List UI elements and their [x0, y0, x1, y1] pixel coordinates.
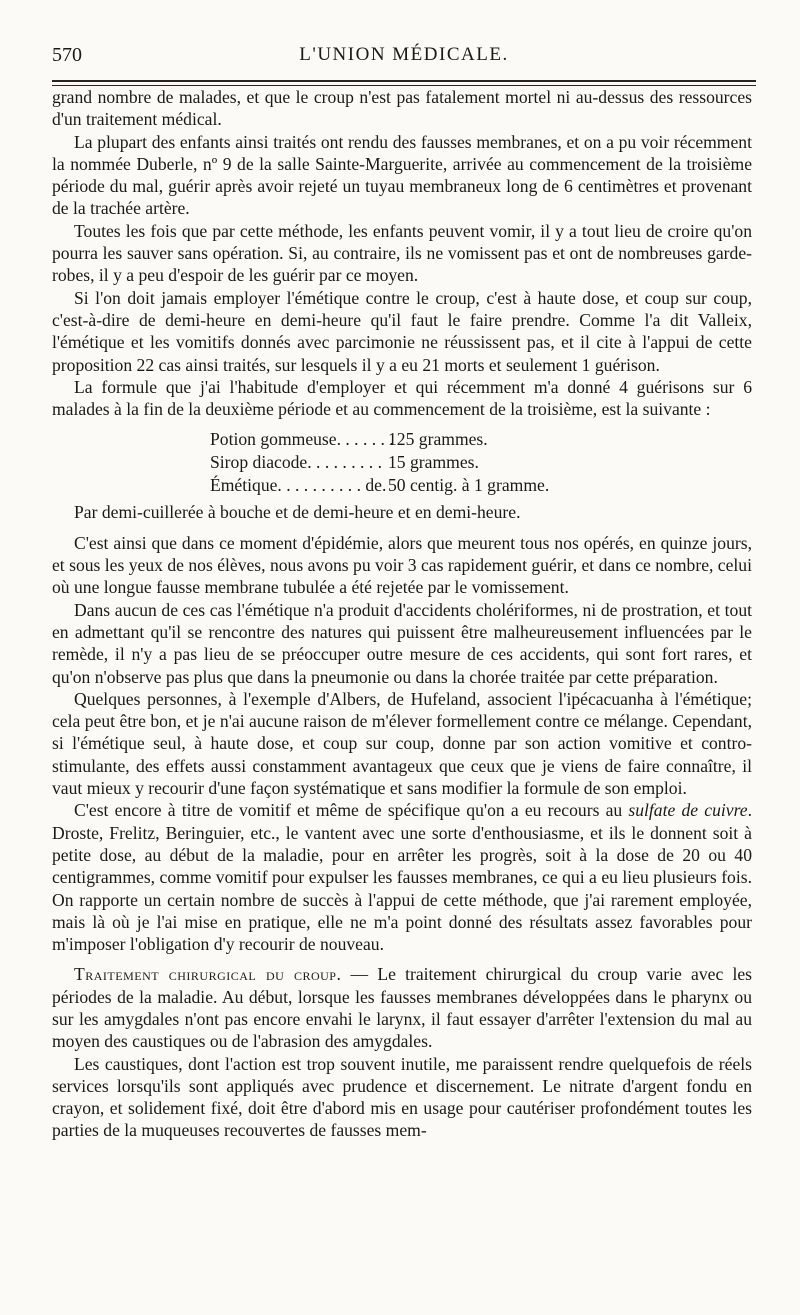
paragraph — [52, 963, 752, 1052]
paragraph-text: . Droste, Frelitz, Beringuier, etc., le vantent avec une sorte d'enthousiasme, et ils le donnent soit à petite dose, au début de la maladie, pour en arrêter les progrès, soit à la dose de 20 ou 40 centigrammes, comme vomitif pour expulser les fausses membranes, ce qui a eu lieu plusieurs fois. On rapporte un certain nombre de succès à l'appui de cette méthode, que j'ai rarement employée, mais là où je l'ai mise en pratique, elle ne m'a point donné des résultats assez favorables pour m'imposer l'obligation d'y recourir de nouveau. — [52, 800, 752, 955]
paragraph: Quelques personnes, à l'exemple d'Albers, de Hufeland, associent l'ipécacuanha à l'émétique; cela peut être bon, et je n'ai aucune raison de m'élever formellement contre ce mélange. Cependant, si l'émétique seul, à haute dose, et coup sur coup, donne par son action vomitive et contro-stimulante, des effets aussi constamment avantageux que ceux que je viens de faire connaître, il vaut mieux y recourir d'une façon systématique et sans modifier la formule de son emploi. — [52, 688, 752, 799]
italic-term: sulfate de cuivre — [628, 800, 748, 821]
formula-ingredient: Émétique. . . . . . . . . . de. — [210, 475, 387, 496]
paragraph: Par demi-cuillerée à bouche et de demi-heure et en demi-heure. — [74, 502, 521, 523]
paragraph: Si l'on doit jamais employer l'émétique contre le croup, c'est à haute dose, et coup sur coup, c'est-à-dire de demi-heure en demi-heure qu'il faut le faire prendre. Comme l'a dit Valleix, l'émétique et les vomitifs donnés avec parcimonie ne réussissent pas, et il cite à l'appui de cette proposition 22 cas ainsi traités, sur lesquels il y a eu 21 morts et seulement 1 guérison. — [52, 287, 752, 375]
section-heading: Traitement chirurgical du croup. — [74, 964, 342, 985]
formula-dose: 125 grammes. — [388, 429, 488, 450]
formula-dose: 50 centig. à 1 gramme. — [388, 475, 550, 496]
paragraph: C'est ainsi que dans ce moment d'épidémie, alors que meurent tous nos opérés, en quinze jours, et sous les yeux de nos élèves, nous avons pu voir 3 cas rapidement guérir, et dans ce nombre, celui où une longue fausse membrane tubulée a été rejetée par le vomissement. — [52, 532, 752, 598]
paragraph: Toutes les fois que par cette méthode, les enfants peuvent vomir, il y a tout lieu de croire qu'on pourra les sauver sans opération. Si, au contraire, ils ne vomissent pas et ont de nombreuses garde-robes, il y a peu d'espoir de les guérir par ce moyen. — [52, 220, 752, 286]
paragraph: grand nombre de malades, et que le croup n'est pas fatalement mortel ni au-dessus des ressources d'un traitement médical. — [52, 87, 752, 130]
paragraph-text: C'est encore à titre de vomitif et même de spécifique qu'on a eu recours au — [74, 800, 629, 821]
running-title: L'UNION MÉDICALE. — [299, 44, 509, 65]
paragraph — [52, 799, 752, 955]
formula-row — [210, 474, 752, 497]
article-body — [52, 86, 752, 1142]
spacer — [52, 524, 752, 532]
formula-ingredient: Sirop diacode. . . . . . . . . — [210, 452, 383, 473]
spacer — [52, 955, 752, 963]
formula-ingredient: Potion gommeuse. . . . . . . — [210, 429, 394, 450]
prescription-formula — [210, 428, 752, 497]
paragraph: Dans aucun de ces cas l'émétique n'a produit d'accidents cholériformes, ni de prostration, et tout en admettant qu'il se rencontre des natures qui puissent être malheureusement influencées par le remède, il n'y a pas lieu de se préoccuper outre mesure de ces accidents, qui sont fort rares, et qu'on n'observe pas plus que dans la pneumonie ou dans la chorée traitée par cette préparation. — [52, 599, 752, 687]
paragraph: La formule que j'ai l'habitude d'employer et qui récemment m'a donné 4 guérisons sur 6 malades à la fin de la deuxième période et au commencement de la troisième, est la suivante : — [52, 376, 752, 420]
formula-dose: 15 grammes. — [388, 452, 479, 473]
page-header — [52, 44, 756, 74]
paragraph: Les caustiques, dont l'action est trop souvent inutile, me paraissent rendre quelquefois de réels services lorsqu'ils sont appliqués avec prudence et discernement. Le nitrate d'argent fondu en crayon, et solidement fixé, doit être d'abord mis en usage pour cautériser profondément toutes les parties de la muqueuses recouvertes de fausses mem- — [52, 1053, 752, 1141]
paragraph: La plupart des enfants ainsi traités ont rendu des fausses membranes, et on a pu voir récemment la nommée Duberle, nº 9 de la salle Sainte-Marguerite, arrivée au commencement de la troisième période du mal, guérir après avoir rejeté un tuyau membraneux long de 6 centimètres et provenant de la trachée artère. — [52, 131, 752, 219]
paragraph-text: — Le traitement chirurgical du croup varie avec les périodes de la maladie. Au début, lorsque les fausses membranes développées dans le pharynx ou sur les amygdales n'ont pas encore envahi le larynx, il faut essayer d'arrêter l'extension du mal au moyen des caustiques ou de l'abrasion des amygdales. — [52, 964, 752, 1052]
formula-row — [210, 428, 752, 451]
page-number: 570 — [52, 44, 82, 66]
formula-row — [210, 451, 752, 474]
